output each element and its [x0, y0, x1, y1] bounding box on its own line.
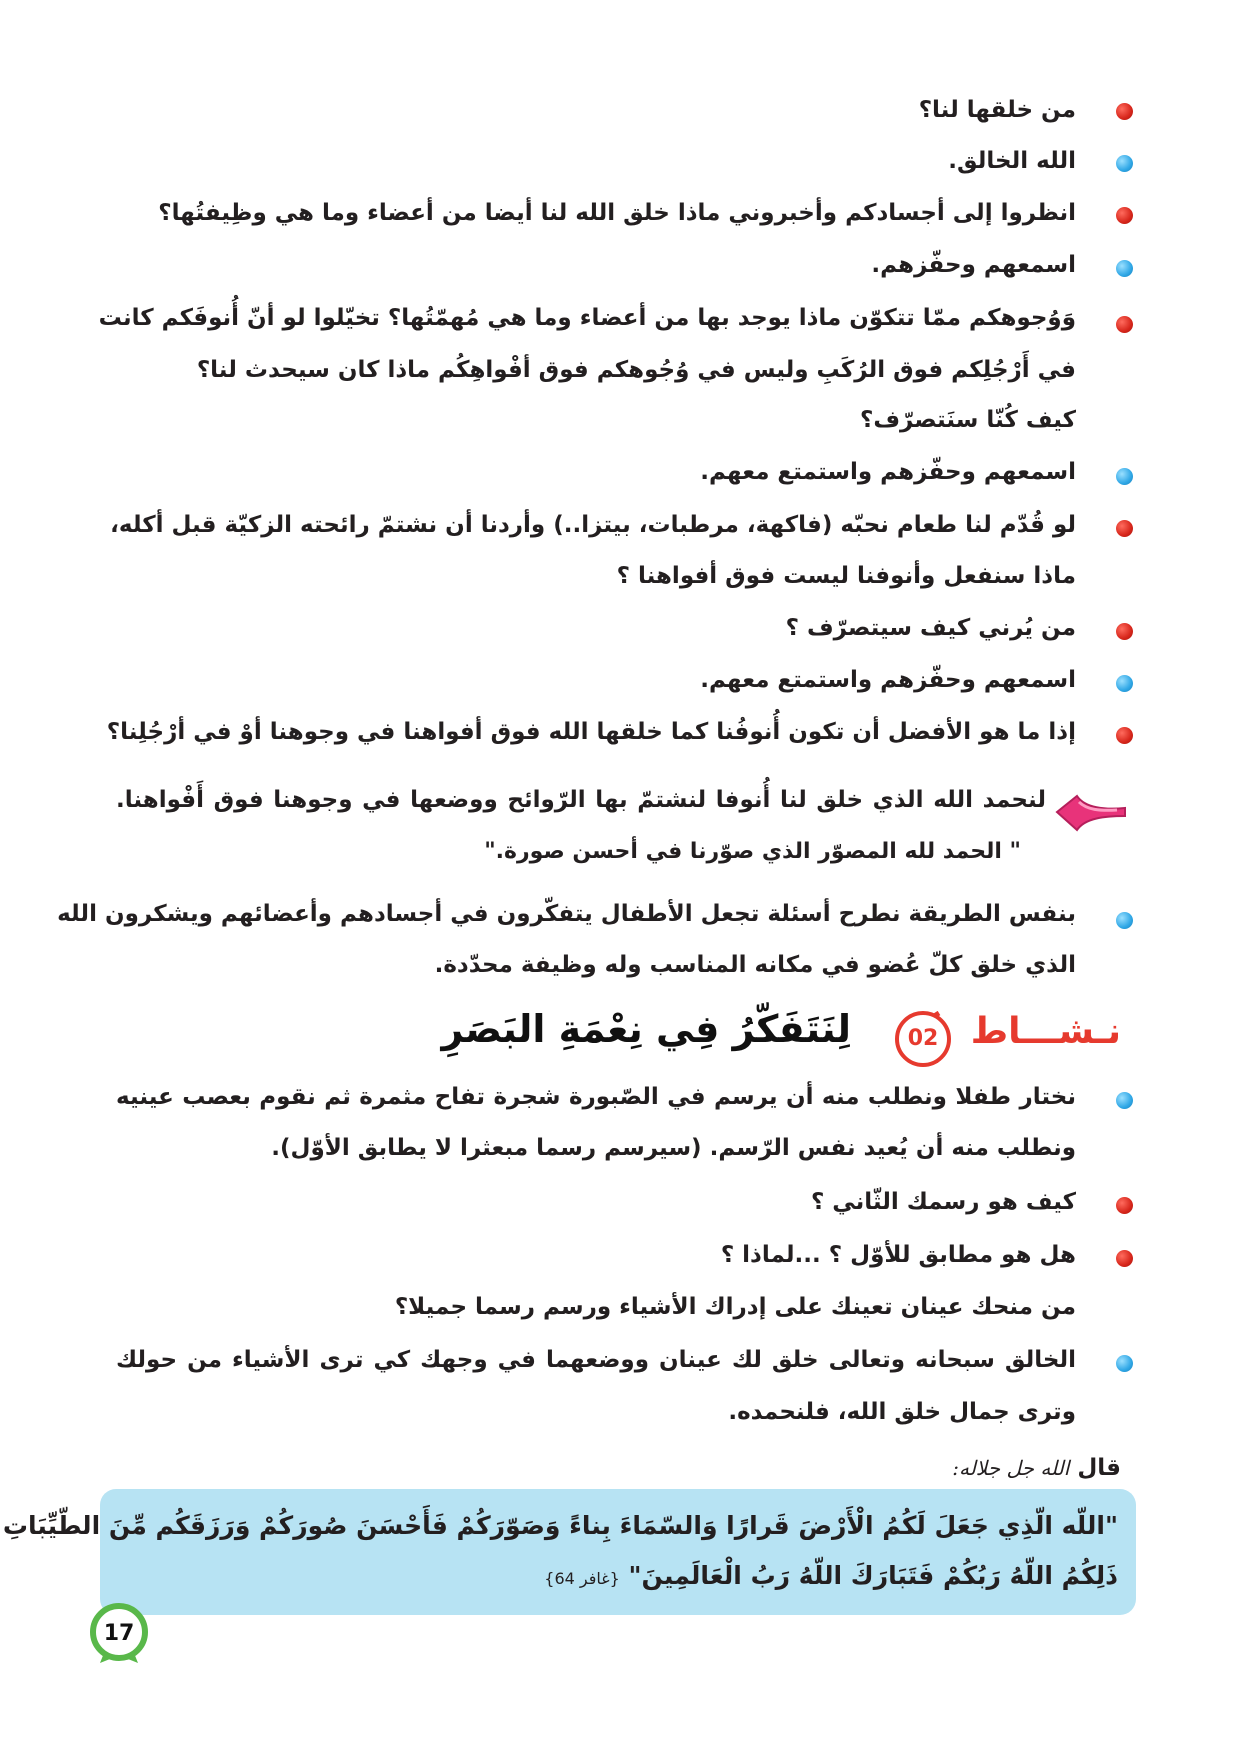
- activity-heading: [221, 1007, 1121, 1067]
- closing-line: بنفس الطريقة نطرح أسئلة تجعل الأطفال يتفكّرون في أجسادهم وأعضائهم ويشكرون الله: [57, 901, 1076, 927]
- page-number: 17: [103, 1621, 135, 1646]
- activity-number: 02: [895, 1011, 951, 1067]
- bullet-red-icon: [1116, 1250, 1133, 1267]
- item-line: ونطلب منه أن يُعيد نفس الرّسم. (سيرسم رسما مبعثرا لا يطابق الأوّل).: [271, 1135, 1076, 1161]
- quote-intro-attribution: الله جل جلاله:: [952, 1456, 1070, 1480]
- item-line: ماذا سنفعل وأنوفنا ليست فوق أفواهنا ؟: [616, 563, 1076, 589]
- item-line: الخالق سبحانه وتعالى خلق لك عينان ووضعهما في وجهك كي ترى الأشياء من حولك: [116, 1347, 1076, 1373]
- bullet-blue-icon: [1116, 1355, 1133, 1372]
- activity-label: نـشـــاط: [970, 1011, 1121, 1052]
- bullet-red-icon: [1116, 207, 1133, 224]
- item-line: وترى جمال خلق الله، فلنحمده.: [728, 1399, 1076, 1425]
- bullet-blue-icon: [1116, 155, 1133, 172]
- bullet-red-icon: [1116, 1197, 1133, 1214]
- page-number-badge: [88, 1603, 150, 1665]
- item-line: كيف كُنّا سنَتصرّف؟: [860, 407, 1076, 433]
- item-line: إذا ما هو الأفضل أن تكون أُنوفُنا كما خلقها الله فوق أفواهنا في وجوهنا أوْ في أرْجُلِنا؟: [106, 719, 1076, 745]
- item-line: من خلقها لنا؟: [918, 97, 1076, 123]
- bullet-blue-icon: [1116, 260, 1133, 277]
- bullet-red-icon: [1116, 623, 1133, 640]
- quote-line-2-text: ذَلِكُمُ اللّهُ رَبُكُمْ فَتَبَارَكَ اللّهُ رَبُ الْعَالَمِينَ": [628, 1561, 1118, 1590]
- item-line: هل هو مطابق للأوّل ؟ ...لماذا ؟: [720, 1242, 1076, 1268]
- quote-reference: {غافر 64}: [544, 1569, 620, 1588]
- quote-intro-label: قال: [1077, 1455, 1121, 1481]
- item-line: في أَرْجُلِكم فوق الرُكَبِ وليس في وُجُوهكم فوق أفْواهِكُم ماذا كان سيحدث لنا؟: [196, 357, 1076, 383]
- item-line: كيف هو رسمك الثّاني ؟: [810, 1189, 1076, 1215]
- closing-line: الذي خلق كلّ عُضو في مكانه المناسب وله وظيفة محدّدة.: [434, 952, 1076, 978]
- item-line: اسمعهم وحفّزهم واستمتع معهم.: [700, 459, 1076, 485]
- quote-line-1: "اللّه الّذِي جَعَلَ لَكُمُ الْأَرْضَ قَرارًا وَالسّمَاءَ بِناءً وَصَوّرَكُمْ فَأَحْسَنَ صُورَكُمْ وَرَزَقَكُم مِّنَ الطّيِّبَاتِ: [2, 1511, 1118, 1540]
- item-line: وَوُجوهكم ممّا تتكوّن ماذا يوجد بها من أعضاء وما هي مُهمّتُها؟ تخيّلوا لو أنّ أُنوفَكم كانت: [98, 305, 1076, 331]
- bullet-blue-icon: [1116, 468, 1133, 485]
- bullet-red-icon: [1116, 727, 1133, 744]
- item-line: الله الخالق.: [948, 148, 1076, 174]
- item-line: من يُرني كيف سيتصرّف ؟: [785, 615, 1076, 641]
- activity-title: لِنَتَفَكّرُ فِي نِعْمَةِ البَصَرِ: [441, 1007, 851, 1051]
- highlight-line-1: لنحمد الله الذي خلق لنا أُنوفا لنشتمّ بها الرّوائح ووضعها في وجوهنا فوق أَفْواهنا.: [116, 787, 1046, 813]
- item-line: من منحك عينان تعينك على إدراك الأشياء ورسم رسما جميلا؟: [394, 1294, 1076, 1320]
- quote-line-2: [544, 1561, 1118, 1590]
- bullet-red-icon: [1116, 103, 1133, 120]
- quote-intro: [952, 1455, 1121, 1481]
- highlight-line-2: " الحمد لله المصوّر الذي صوّرنا في أحسن صورة.": [484, 839, 1021, 864]
- bullet-red-icon: [1116, 520, 1133, 537]
- bullet-red-icon: [1116, 316, 1133, 333]
- item-line: انظروا إلى أجسادكم وأخبروني ماذا خلق الله لنا أيضا من أعضاء وما هي وظِيفتُها؟: [158, 200, 1076, 226]
- bullet-blue-icon: [1116, 1092, 1133, 1109]
- quran-quote-box: [2, 1489, 1136, 1615]
- item-line: نختار طفلا ونطلب منه أن يرسم في الصّبورة شجرة تفاح مثمرة ثم نقوم بعصب عينيه: [116, 1084, 1076, 1110]
- item-line: اسمعهم وحفّزهم واستمتع معهم.: [700, 667, 1076, 693]
- bullet-blue-icon: [1116, 912, 1133, 929]
- item-line: لو قُدّم لنا طعام نحبّه (فاكهة، مرطبات، بيتزا..) وأردنا أن نشتمّ رائحته الزكيّة قبل أكله،: [110, 512, 1076, 538]
- pointer-arrow-icon: [1055, 788, 1127, 834]
- item-line: اسمعهم وحفّزهم.: [871, 252, 1076, 278]
- bullet-blue-icon: [1116, 675, 1133, 692]
